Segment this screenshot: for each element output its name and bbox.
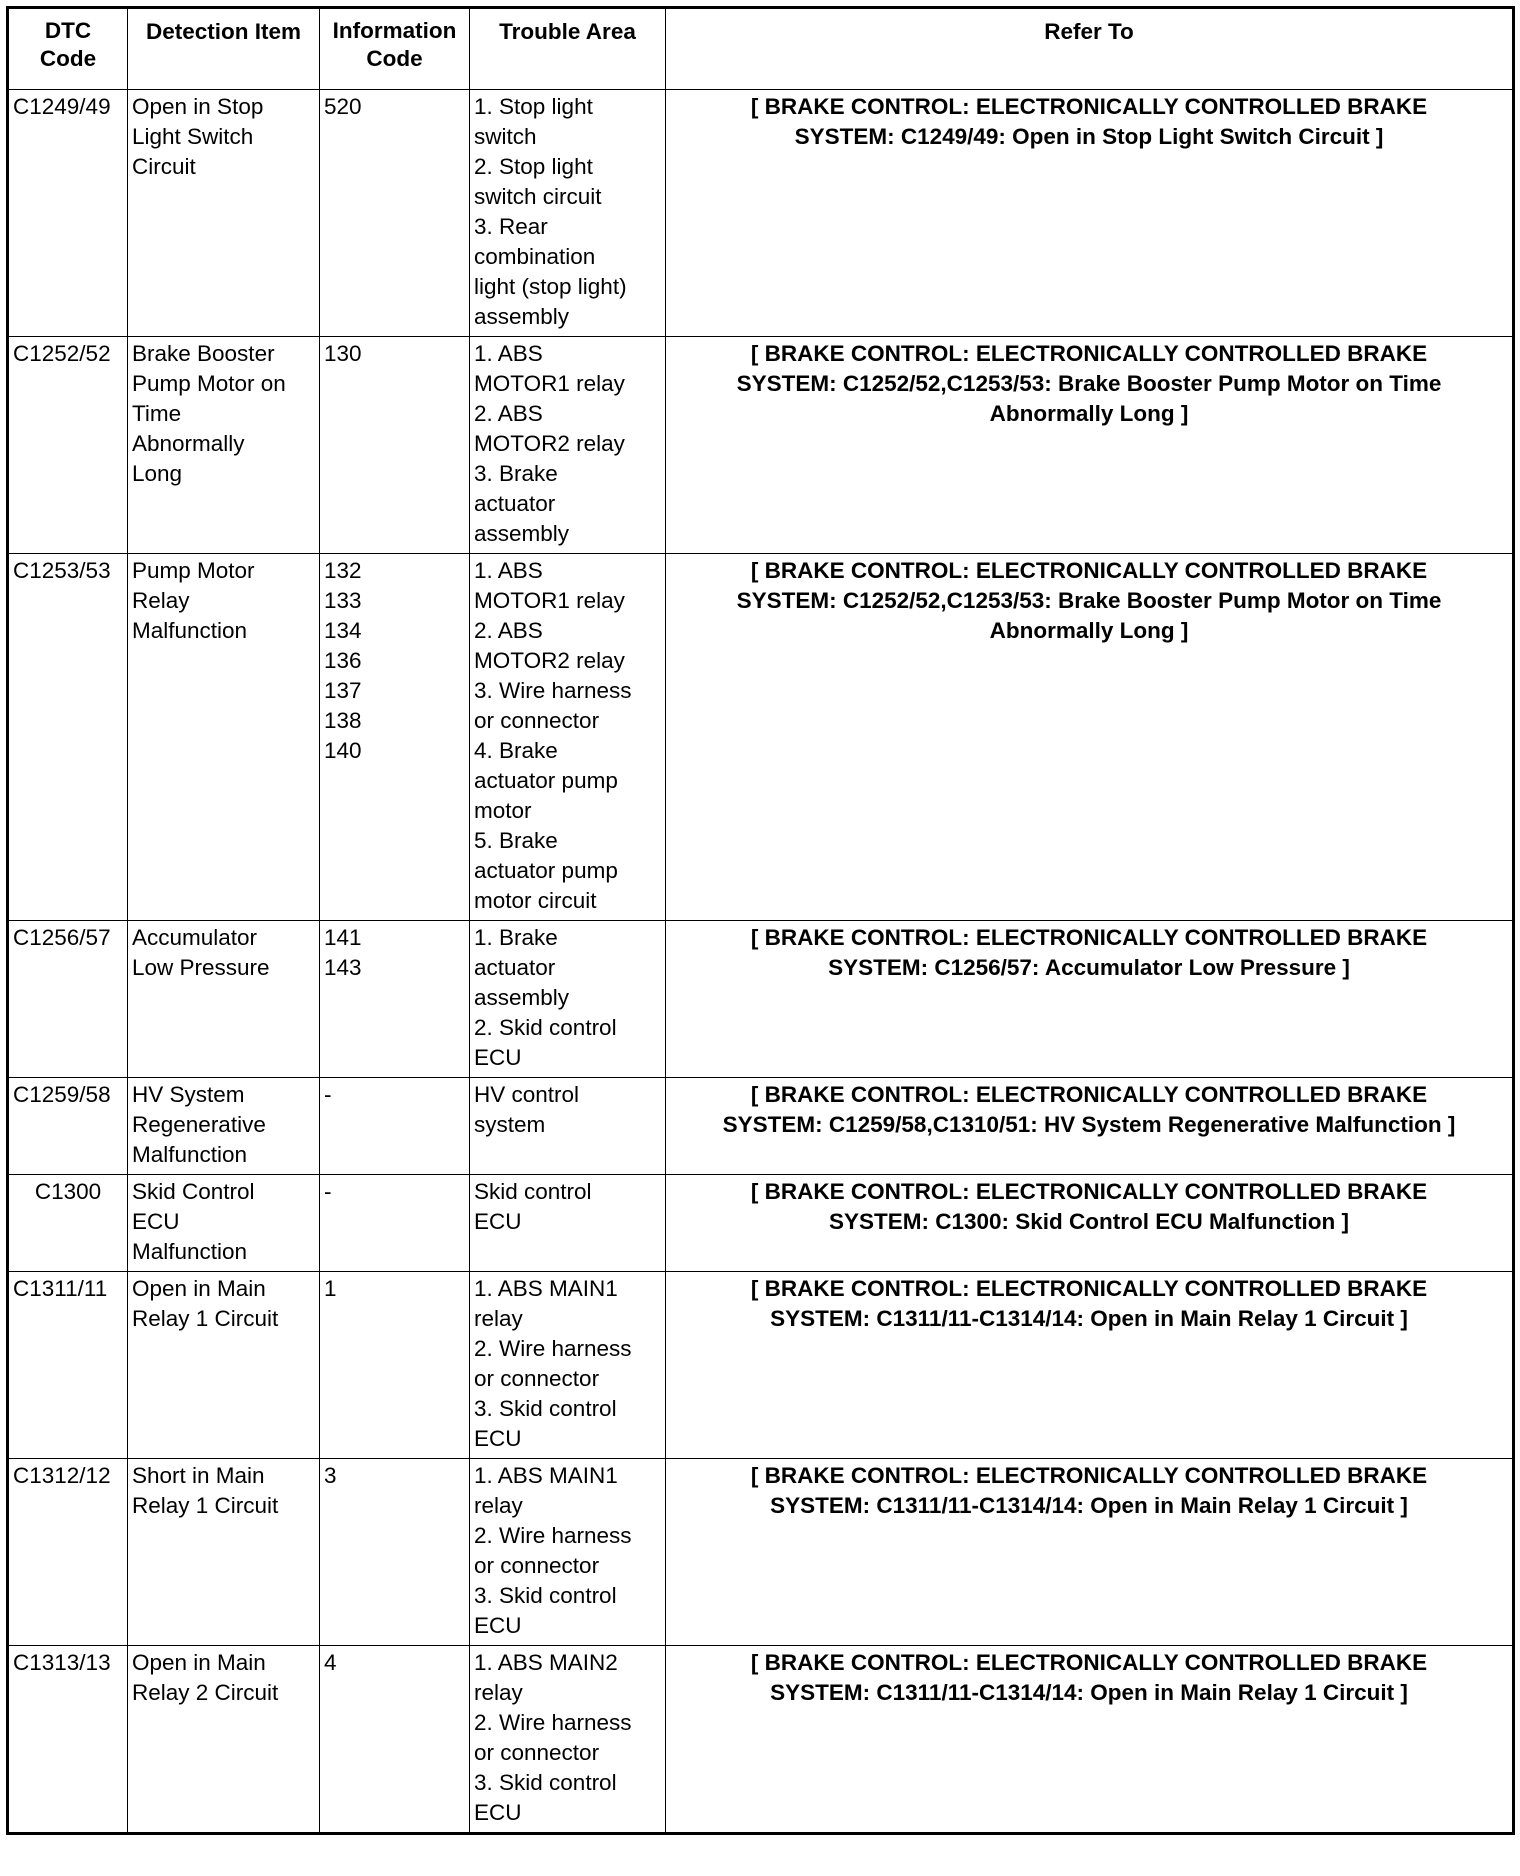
table-row: [8, 1272, 1514, 1459]
cell-line: 141: [324, 925, 362, 950]
cell-line: actuator pump: [474, 858, 618, 883]
cell-line: 1. ABS: [474, 558, 543, 583]
cell-line: actuator pump: [474, 768, 618, 793]
cell-line: 140: [324, 738, 362, 763]
cell-line: 1. Brake: [474, 925, 558, 950]
header-trouble-area: [470, 8, 666, 90]
cell-trouble-area: [470, 337, 666, 554]
cell-dtc-code: C1252/52: [8, 337, 128, 554]
cell-line: 3. Skid control: [474, 1770, 617, 1795]
cell-detection-item: [128, 1078, 320, 1175]
cell-line: switch circuit: [474, 184, 602, 209]
cell-refer-to: [666, 1646, 1514, 1834]
cell-line: [ BRAKE CONTROL: ELECTRONICALLY CONTROLLED BRAKE: [750, 558, 1428, 583]
cell-line: 134: [324, 618, 362, 643]
cell-refer-to: [666, 1078, 1514, 1175]
cell-line: Refer To: [1044, 19, 1134, 44]
cell-detection-item: [128, 1272, 320, 1459]
cell-line: SYSTEM: C1252/52,C1253/53: Brake Booster Pump Motor on Time: [736, 371, 1442, 396]
cell-line: ECU: [474, 1045, 522, 1070]
cell-line: 137: [324, 678, 362, 703]
cell-line: 143: [324, 955, 362, 980]
cell-line: actuator: [474, 955, 556, 980]
cell-line: MOTOR2 relay: [474, 431, 625, 456]
cell-information-code: [320, 337, 470, 554]
cell-line: Relay 1 Circuit: [132, 1493, 279, 1518]
cell-line: ECU: [474, 1800, 522, 1825]
cell-line: system: [474, 1112, 546, 1137]
cell-line: Code: [366, 46, 423, 71]
cell-refer-to: [666, 1459, 1514, 1646]
cell-line: ECU: [474, 1426, 522, 1451]
cell-line: Relay 1 Circuit: [132, 1306, 279, 1331]
cell-line: 132: [324, 558, 362, 583]
header-information-code: [320, 8, 470, 90]
cell-line: 1. Stop light: [474, 94, 593, 119]
cell-dtc-code: C1311/11: [8, 1272, 128, 1459]
cell-line: [ BRAKE CONTROL: ELECTRONICALLY CONTROLLED BRAKE: [750, 1179, 1428, 1204]
cell-line: 3. Wire harness: [474, 678, 632, 703]
cell-line: 4. Brake: [474, 738, 558, 763]
cell-information-code: [320, 1078, 470, 1175]
cell-detection-item: [128, 90, 320, 337]
cell-line: MOTOR2 relay: [474, 648, 625, 673]
cell-refer-to: [666, 337, 1514, 554]
cell-line: ECU: [474, 1209, 522, 1234]
cell-line: Pump Motor on: [132, 371, 286, 396]
dtc-table-wrapper: [6, 6, 1512, 1835]
cell-refer-to: [666, 921, 1514, 1078]
cell-detection-item: [128, 1459, 320, 1646]
cell-line: SYSTEM: C1300: Skid Control ECU Malfunction ]: [828, 1209, 1350, 1234]
cell-line: 2. Wire harness: [474, 1710, 632, 1735]
cell-line: 1: [324, 1276, 337, 1301]
cell-line: [ BRAKE CONTROL: ELECTRONICALLY CONTROLLED BRAKE: [750, 341, 1428, 366]
cell-detection-item: [128, 1646, 320, 1834]
cell-line: actuator: [474, 491, 556, 516]
cell-line: SYSTEM: C1311/11-C1314/14: Open in Main Relay 1 Circuit ]: [770, 1493, 1408, 1518]
cell-line: HV System: [132, 1082, 245, 1107]
cell-line: Low Pressure: [132, 955, 270, 980]
cell-line: SYSTEM: C1259/58,C1310/51: HV System Regenerative Malfunction ]: [722, 1112, 1456, 1137]
cell-line: SYSTEM: C1256/57: Accumulator Low Pressure ]: [828, 955, 1350, 980]
cell-line: relay: [474, 1680, 523, 1705]
table-row: [8, 337, 1514, 554]
cell-line: 133: [324, 588, 362, 613]
cell-line: Malfunction: [132, 618, 248, 643]
table-row: [8, 554, 1514, 921]
cell-dtc-code: C1300: [8, 1175, 128, 1272]
cell-refer-to: [666, 90, 1514, 337]
cell-line: 1. ABS MAIN1: [474, 1276, 618, 1301]
cell-line: 2. ABS: [474, 401, 543, 426]
cell-line: ECU: [474, 1613, 522, 1638]
cell-line: Information: [332, 18, 457, 43]
cell-line: Accumulator: [132, 925, 258, 950]
cell-line: [ BRAKE CONTROL: ELECTRONICALLY CONTROLLED BRAKE: [750, 1276, 1428, 1301]
cell-line: or connector: [474, 1366, 600, 1391]
cell-line: 2. ABS: [474, 618, 543, 643]
cell-line: Abnormally: [132, 431, 245, 456]
cell-line: Open in Stop: [132, 94, 264, 119]
cell-line: 130: [324, 341, 362, 366]
cell-line: or connector: [474, 1740, 600, 1765]
cell-line: 138: [324, 708, 362, 733]
cell-line: Trouble Area: [499, 19, 636, 44]
cell-line: Short in Main: [132, 1463, 265, 1488]
cell-dtc-code: C1259/58: [8, 1078, 128, 1175]
cell-trouble-area: [470, 921, 666, 1078]
cell-line: 2. Wire harness: [474, 1523, 632, 1548]
cell-line: MOTOR1 relay: [474, 588, 625, 613]
cell-line: 3. Skid control: [474, 1396, 617, 1421]
cell-line: Malfunction: [132, 1142, 248, 1167]
cell-line: HV control: [474, 1082, 580, 1107]
cell-refer-to: [666, 1175, 1514, 1272]
header-row: [8, 8, 1514, 90]
table-row: [8, 1459, 1514, 1646]
cell-information-code: [320, 1175, 470, 1272]
header-refer-to: [666, 8, 1514, 90]
cell-line: Abnormally Long ]: [989, 618, 1189, 643]
cell-line: 136: [324, 648, 362, 673]
cell-line: Code: [39, 46, 97, 71]
cell-line: Relay: [132, 588, 190, 613]
table-row: [8, 1175, 1514, 1272]
cell-line: [ BRAKE CONTROL: ELECTRONICALLY CONTROLLED BRAKE: [750, 1650, 1428, 1675]
dtc-table: [6, 6, 1515, 1835]
cell-line: Pump Motor: [132, 558, 255, 583]
cell-line: 1. ABS MAIN2: [474, 1650, 618, 1675]
cell-line: 1. ABS: [474, 341, 543, 366]
cell-line: relay: [474, 1306, 523, 1331]
cell-line: assembly: [474, 521, 570, 546]
cell-refer-to: [666, 554, 1514, 921]
cell-line: Malfunction: [132, 1239, 248, 1264]
cell-line: [ BRAKE CONTROL: ELECTRONICALLY CONTROLLED BRAKE: [750, 94, 1428, 119]
cell-line: 3: [324, 1463, 337, 1488]
cell-line: or connector: [474, 708, 600, 733]
cell-line: SYSTEM: C1252/52,C1253/53: Brake Booster Pump Motor on Time: [736, 588, 1442, 613]
cell-line: [ BRAKE CONTROL: ELECTRONICALLY CONTROLLED BRAKE: [750, 1463, 1428, 1488]
cell-line: Skid Control: [132, 1179, 255, 1204]
header-dtc-code: [8, 8, 128, 90]
cell-line: Detection Item: [145, 19, 302, 44]
cell-line: motor circuit: [474, 888, 597, 913]
cell-trouble-area: [470, 1078, 666, 1175]
cell-detection-item: [128, 554, 320, 921]
cell-line: SYSTEM: C1311/11-C1314/14: Open in Main Relay 1 Circuit ]: [770, 1306, 1408, 1331]
cell-dtc-code: C1256/57: [8, 921, 128, 1078]
cell-line: relay: [474, 1493, 523, 1518]
cell-dtc-code: C1253/53: [8, 554, 128, 921]
cell-line: 520: [324, 94, 362, 119]
cell-line: 2. Wire harness: [474, 1336, 632, 1361]
cell-detection-item: [128, 921, 320, 1078]
cell-line: Open in Main: [132, 1276, 266, 1301]
cell-information-code: [320, 1272, 470, 1459]
cell-refer-to: [666, 1272, 1514, 1459]
cell-trouble-area: [470, 1646, 666, 1834]
cell-line: combination: [474, 244, 596, 269]
table-row: [8, 1646, 1514, 1834]
cell-line: Skid control: [474, 1179, 592, 1204]
cell-line: 3. Rear: [474, 214, 548, 239]
cell-line: Circuit: [132, 154, 196, 179]
cell-information-code: [320, 554, 470, 921]
cell-line: 5. Brake: [474, 828, 558, 853]
cell-line: or connector: [474, 1553, 600, 1578]
cell-information-code: [320, 921, 470, 1078]
cell-dtc-code: C1312/12: [8, 1459, 128, 1646]
cell-line: Relay 2 Circuit: [132, 1680, 279, 1705]
cell-line: Time: [132, 401, 182, 426]
cell-line: assembly: [474, 304, 570, 329]
cell-line: Regenerative: [132, 1112, 266, 1137]
cell-line: -: [324, 1179, 332, 1204]
cell-line: -: [324, 1082, 332, 1107]
cell-line: [ BRAKE CONTROL: ELECTRONICALLY CONTROLLED BRAKE: [750, 1082, 1428, 1107]
cell-trouble-area: [470, 1272, 666, 1459]
cell-line: light (stop light): [474, 274, 627, 299]
cell-line: Abnormally Long ]: [989, 401, 1189, 426]
table-row: [8, 90, 1514, 337]
cell-trouble-area: [470, 554, 666, 921]
cell-information-code: [320, 1646, 470, 1834]
cell-line: 2. Skid control: [474, 1015, 617, 1040]
cell-line: SYSTEM: C1311/11-C1314/14: Open in Main Relay 1 Circuit ]: [770, 1680, 1408, 1705]
cell-line: Open in Main: [132, 1650, 266, 1675]
cell-line: 3. Brake: [474, 461, 558, 486]
cell-line: [ BRAKE CONTROL: ELECTRONICALLY CONTROLLED BRAKE: [750, 925, 1428, 950]
cell-line: MOTOR1 relay: [474, 371, 625, 396]
cell-line: motor: [474, 798, 532, 823]
cell-line: 3. Skid control: [474, 1583, 617, 1608]
cell-line: 1. ABS MAIN1: [474, 1463, 618, 1488]
cell-line: SYSTEM: C1249/49: Open in Stop Light Switch Circuit ]: [794, 124, 1384, 149]
cell-trouble-area: [470, 90, 666, 337]
cell-line: Long: [132, 461, 183, 486]
cell-information-code: [320, 90, 470, 337]
cell-line: switch: [474, 124, 537, 149]
header-detection-item: [128, 8, 320, 90]
cell-dtc-code: C1313/13: [8, 1646, 128, 1834]
cell-line: 2. Stop light: [474, 154, 593, 179]
cell-line: Light Switch: [132, 124, 254, 149]
table-body: [8, 90, 1514, 1834]
cell-dtc-code: C1249/49: [8, 90, 128, 337]
cell-trouble-area: [470, 1459, 666, 1646]
cell-line: ECU: [132, 1209, 180, 1234]
cell-line: 4: [324, 1650, 337, 1675]
table-row: [8, 1078, 1514, 1175]
cell-information-code: [320, 1459, 470, 1646]
cell-detection-item: [128, 337, 320, 554]
cell-line: assembly: [474, 985, 570, 1010]
cell-line: Brake Booster: [132, 341, 275, 366]
cell-detection-item: [128, 1175, 320, 1272]
cell-trouble-area: [470, 1175, 666, 1272]
cell-line: DTC: [44, 18, 92, 43]
table-row: [8, 921, 1514, 1078]
